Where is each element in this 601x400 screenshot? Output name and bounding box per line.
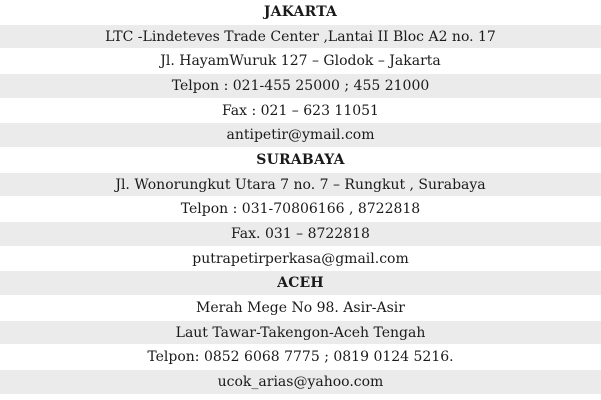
surabaya-fax: Fax. 031 – 8722818 — [0, 222, 601, 247]
jakarta-phone: Telpon : 021-455 25000 ; 455 21000 — [0, 74, 601, 99]
section-heading-jakarta: JAKARTA — [0, 0, 601, 25]
surabaya-address: Jl. Wonorungkut Utara 7 no. 7 – Rungkut , Surabaya — [0, 173, 601, 198]
surabaya-email: putrapetirperkasa@gmail.com — [0, 247, 601, 272]
section-heading-surabaya: SURABAYA — [0, 148, 601, 173]
surabaya-phone: Telpon : 031-70806166 , 8722818 — [0, 197, 601, 222]
jakarta-address-line-2: Jl. HayamWuruk 127 – Glodok – Jakarta — [0, 49, 601, 74]
aceh-address-line-1: Merah Mege No 98. Asir-Asir — [0, 296, 601, 321]
jakarta-address-line-1: LTC -Lindeteves Trade Center ,Lantai II Bloc A2 no. 17 — [0, 25, 601, 50]
jakarta-fax: Fax : 021 – 623 11051 — [0, 99, 601, 124]
aceh-email: ucok_arias@yahoo.com — [0, 370, 601, 395]
section-heading-aceh: ACEH — [0, 271, 601, 296]
aceh-phone: Telpon: 0852 6068 7775 ; 0819 0124 5216. — [0, 345, 601, 370]
jakarta-email: antipetir@ymail.com — [0, 123, 601, 148]
aceh-address-line-2: Laut Tawar-Takengon-Aceh Tengah — [0, 321, 601, 346]
